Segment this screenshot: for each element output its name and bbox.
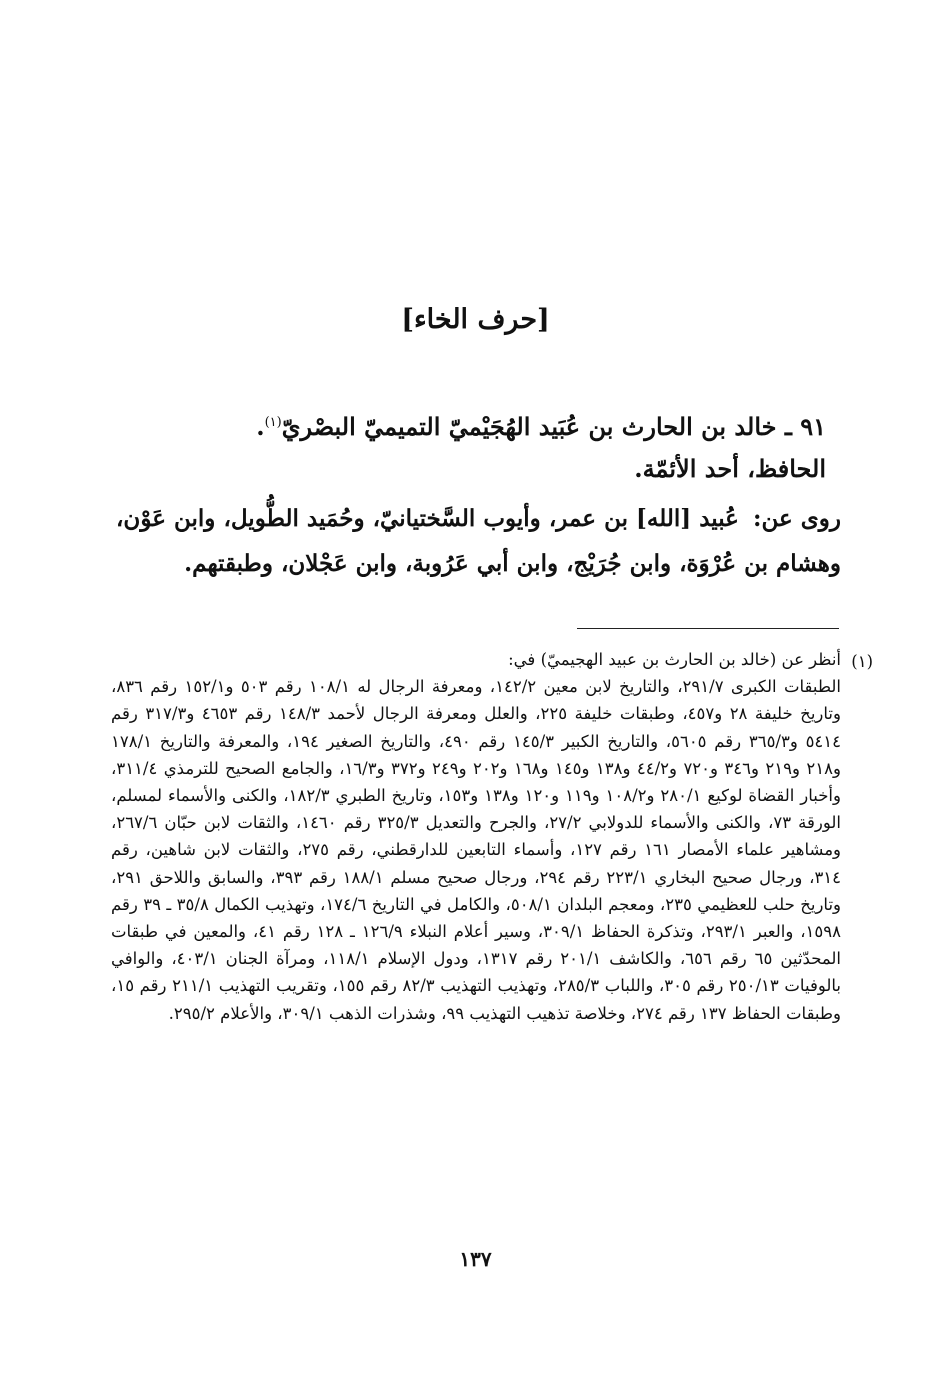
footnote-divider (577, 628, 839, 629)
footnote-intro: أنظر عن (خالد بن الحارث بن عبيد الهجيميّ) في: (508, 650, 841, 669)
narration-prefix: روى عن: (752, 505, 841, 532)
narration-paragraph (116, 496, 841, 586)
entry-description: الحافظ، أحد الأئمّة. (634, 454, 826, 483)
entry-name: ٩١ ـ خالد بن الحارث بن عُبَيد الهُجَيْميّ التميميّ البصْريّ (281, 412, 826, 441)
section-title: [حرف الخاء] (401, 304, 550, 335)
page-number: ١٣٧ (459, 1247, 492, 1271)
entry-end-punct: . (256, 412, 265, 441)
footnote-sources: الطبقات الكبرى ٢٩١/٧، والتاريخ لابن معين ١٤٢/٢، ومعرفة الرجال له ١٠٨/١ رقم ٥٠٣ و١٥٢/١ رقم ٨٣٦، وتاريخ خليفة ٢٨ و٤٥٧، وطبقات خليفة ٢٢٥، والعلل ومعرفة الرجال لأحمد ١٤٨/٣ رقم ٤٦٥٣ و٣١٧/٣ رقم ٥٤١٤ و٣٦٥/٣ رقم ٥٦٠٥، والتاريخ الكبير ١٤٥/٣ رقم ٤٩٠، والتاريخ الصغير ١٩٤، والمعرفة والتاريخ ١٧٨/١ و٢١٨ و٢١٩ و٣٤٦ و٧٢٠ و٤٤/٢ و١٣٨ و١٤٥ و١٦٨ و٢٠٢ و٢٤٩ و٣٧٢ و١٦/٣، والجامع الصحيح للترمذي ٣١١/٤، وأخبار القضاة لوكيع ٢٨٠/١ و١٠٨/٢ و١١٩ و١٢٠ و١٣٨ و١٥٣، وتاريخ الطبري ١٨٢/٣، والكنى والأسماء لمسلم، الورقة ٧٣، والكنى والأسماء للدولابي ٢٧/٢، والجرح والتعديل ٣٢٥/٣ رقم ١٤٦٠، والثقات لابن حبّان ٢٦٧/٦، ومشاهير علماء الأمصار ١٦١ رقم ١٢٧، وأسماء التابعين للدارقطني، رقم ٢٧٥، والثقات لابن شاهين، رقم ٣١٤، ورجال صحيح البخاري ٢٢٣/١ رقم ٢٩٤، ورجال صحيح مسلم ١٨٨/١ رقم ٣٩٣، والسابق واللاحق ٢٩١، وتاريخ حلب للعظيمي ٢٣٥، ومعجم البلدان ٥٠٨/١، والكامل في التاريخ ١٧٤/٦، وتهذيب الكمال ٣٥/٨ ـ ٣٩ رقم ١٥٩٨، والعبر ٢٩٣/١، وتذكرة الحفاظ ٣٠٩/١، وسير أعلام النبلاء ١٢٦/٩ ـ ١٢٨ رقم ٤١، والمعين في طبقات المحدّثين ٦٥ رقم ٦٥٦، والكاشف ٢٠١/١ رقم ١٣١٧، ودول الإسلام ١١٨/١، ومرآة الجنان ٤٠٣/١، والوافي بالوفيات ٢٥٠/١٣ رقم ٣٠٥، واللباب ٢٨٥/٣، وتهذيب التهذيب ٨٢/٣ رقم ١٥٥، وتقريب التهذيب ٢١١/١ رقم ١٥، وطبقات الحفاظ ١٣٧ رقم ٢٧٤، وخلاصة تذهيب التهذيب ٩٩، وشذرات الذهب ٣٠٩/١، والأعلام ٢٩٥/٢. (111, 677, 842, 1023)
entry-heading (126, 400, 826, 450)
footnote-block (111, 646, 841, 1027)
footnote-reference[interactable]: (١) (264, 415, 282, 430)
footnote-marker: (١) (851, 652, 873, 671)
narration-text: عُبيد [الله] بن عمر، وأيوب السَّختيانيّ، وحُمَيد الطُّويل، وابن عَوْن، وهشام بن عُرْوَة، وابن جُرَيْج، وابن أبي عَرُوبة، وابن عَجْلان، وطبقتهم. (116, 505, 841, 577)
